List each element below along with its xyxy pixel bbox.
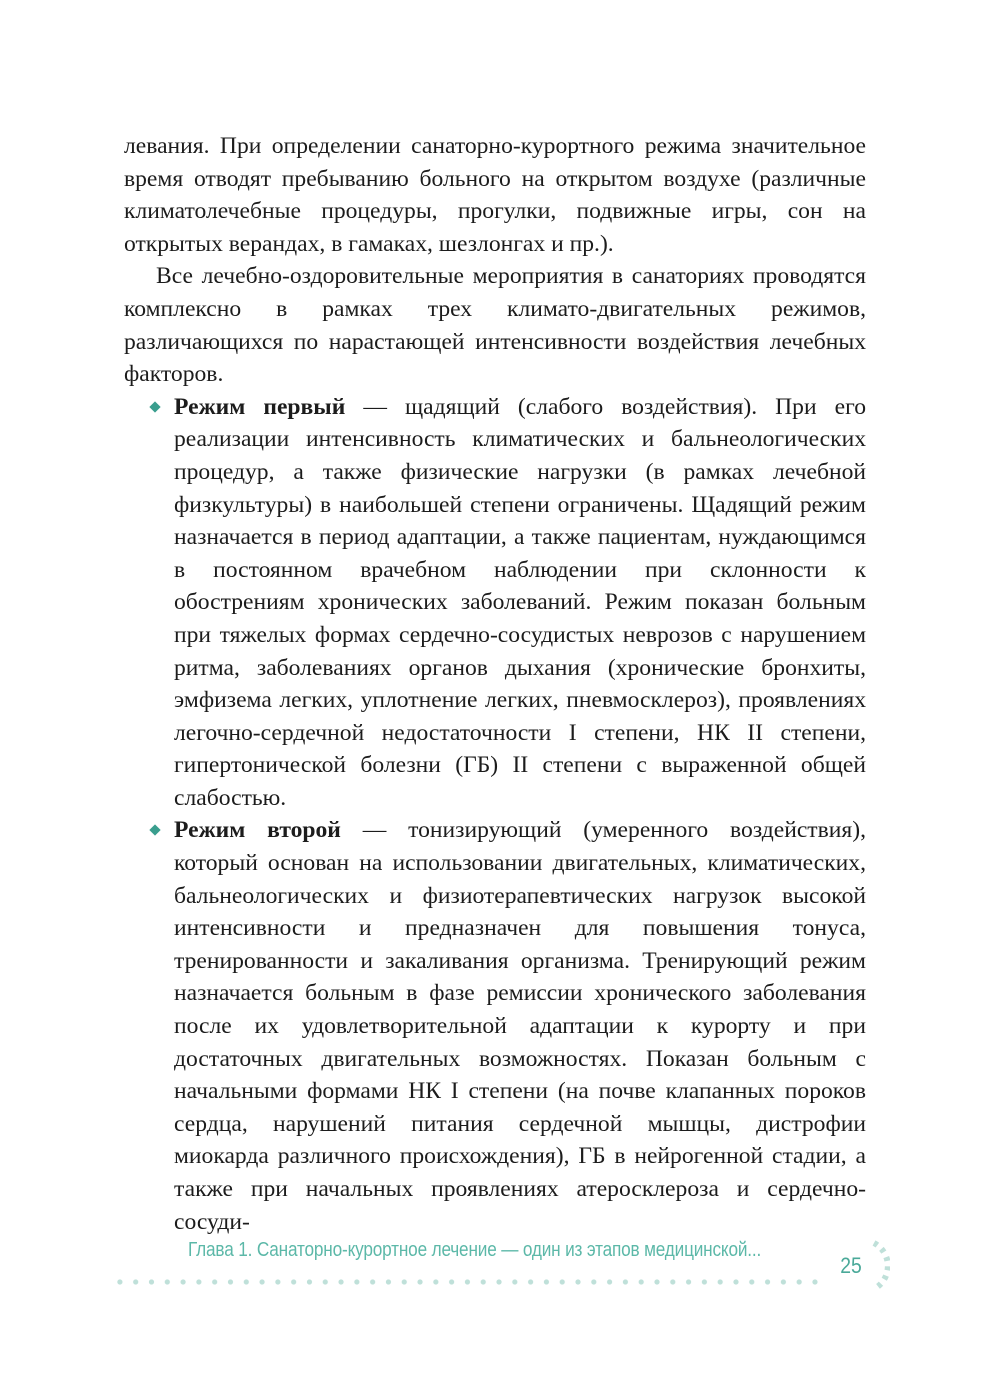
- regime-description: — щадящий (слабого воздействия). При его реализации интенсивность климатических и бальнеологических процедур, а также физические нагрузки (в рамках лечебной физкультуры) в наибольшей степени ограничены. Щадящий режим назначается в период адаптации, а также пациентам, нуждающимся в постоянном врачебном наблюдении при склонности к обострениям хронических заболеваний. Режим показан больным при тяжелых формах сердечно-сосудистых неврозов с нарушением ритма, заболеваниях органов дыхания (хронические бронхиты, эмфизема легких, уплотнение легких, пневмосклероз), проявлениях легочно-сердечной недостаточности I степени, НК II степени, гипертонической болезни (ГБ) II степени с выраженной общей слабостью.: [174, 393, 866, 811]
- regime-list: [124, 391, 866, 1238]
- page-number: 25: [840, 1253, 862, 1278]
- dotted-divider: [112, 1279, 824, 1285]
- paragraph-continuation: левания. При определении санаторно-курортного режима значительное время отводят пребыванию больного на открытом воздухе (различные климатолечебные процедуры, прогулки, подвижные игры, сон на открытых верандах, в гамаках, шезлонгах и пр.).: [124, 133, 866, 257]
- regime-term: Режим второй: [174, 817, 341, 844]
- regime-description: — тонизирующий (умеренного воздействия), который основан на использовании двигательных, климатических, бальнеологических и физиотерапевтических нагрузок высокой интенсивности и предназначен для повышения тонуса, тренированности и закаливания организма. Тренирующий режим назначается больным в фазе ремиссии хронического заболевания после их удовлетворительной адаптации к курорту и при достаточных двигательных возможностях. Показан больным с начальными формами НК I степени (на почве клапанных пороков сердца, нарушений питания сердечной мышцы, дистрофии миокарда различного происхождения), ГБ в нейрогенной стадии, а также при начальных проявлениях атеросклероза и сердечно-сосуди-: [174, 817, 866, 1235]
- paragraph-intro: Все лечебно-оздоровительные мероприятия в санаториях проводятся комплексно в рамках трех климато-двигательных режимов, различающихся по нарастающей интенсивности воздействия лечебных факторов.: [124, 263, 866, 388]
- regime-item-first: [124, 391, 866, 815]
- diamond-bullet-icon: [149, 825, 160, 836]
- page-number-badge: [820, 1235, 890, 1305]
- diamond-bullet-icon: [149, 401, 160, 412]
- running-head: Глава 1. Санаторно-курортное лечение — один из этапов медицинской...: [188, 1239, 762, 1261]
- page-body: [124, 130, 866, 1238]
- page-footer: [0, 1235, 1000, 1315]
- regime-item-second: [124, 814, 866, 1238]
- regime-term: Режим первый: [174, 393, 346, 420]
